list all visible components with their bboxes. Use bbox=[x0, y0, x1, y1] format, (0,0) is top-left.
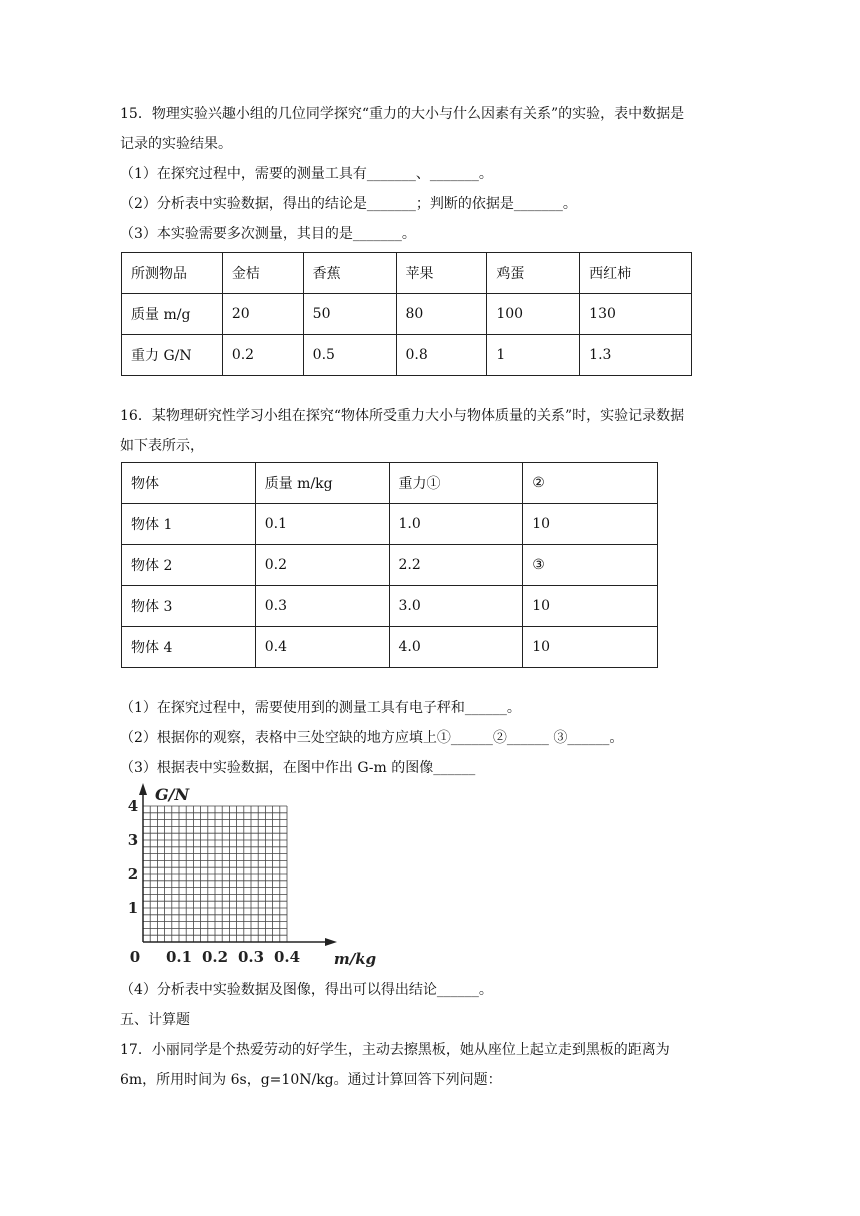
table-cell: 苹果 bbox=[396, 253, 487, 294]
q15-sub3: （3）本实验需要多次测量，其目的是_______。 bbox=[120, 226, 416, 242]
table-cell: 物体 bbox=[122, 463, 256, 504]
q16-table bbox=[121, 462, 658, 668]
q16-sub3: （3）根据表中实验数据，在图中作出 G-m 的图像______ bbox=[120, 760, 476, 776]
q17-line2: 6m，所用时间为 6s，g=10N/kg。通过计算回答下列问题： bbox=[120, 1072, 502, 1088]
q16-table-row bbox=[122, 627, 658, 668]
q16-table-row bbox=[122, 504, 658, 545]
table-cell: 3.0 bbox=[389, 586, 523, 627]
table-cell: 0.5 bbox=[303, 335, 396, 376]
table-cell: 西红柿 bbox=[580, 253, 692, 294]
q15-sub2: （2）分析表中实验数据，得出的结论是_______；判断的依据是_______。 bbox=[120, 196, 577, 212]
table-cell: 0.4 bbox=[255, 627, 389, 668]
table-cell: 10 bbox=[523, 627, 658, 668]
table-cell: 物体 3 bbox=[122, 586, 256, 627]
q16-stem-line2: 如下表所示， bbox=[120, 438, 204, 454]
y-axis-label: G/N bbox=[155, 785, 190, 804]
table-cell: 鸡蛋 bbox=[487, 253, 580, 294]
q16-sub4: （4）分析表中实验数据及图像，得出可以得出结论______。 bbox=[120, 982, 493, 998]
table-cell: 0.8 bbox=[396, 335, 487, 376]
q16-stem-line1: 16．某物理研究性学习小组在探究“物体所受重力大小与物体质量的关系”时，实验记录数据 bbox=[120, 408, 685, 424]
x-tick-label: 0.4 bbox=[273, 948, 301, 966]
table-cell: 80 bbox=[396, 294, 487, 335]
q16-sub1: （1）在探究过程中，需要使用到的测量工具有电子秤和______。 bbox=[120, 700, 521, 716]
table-cell: 0.2 bbox=[255, 545, 389, 586]
table-cell: 10 bbox=[523, 504, 658, 545]
section5-title: 五、计算题 bbox=[120, 1012, 190, 1028]
q15-stem-line1: 15．物理实验兴趣小组的几位同学探究“重力的大小与什么因素有关系”的实验，表中数据是 bbox=[120, 106, 685, 122]
y-tick-label: 1 bbox=[127, 899, 139, 917]
table-cell: 10 bbox=[523, 586, 658, 627]
table-cell: ② bbox=[523, 463, 658, 504]
y-tick-label: 4 bbox=[127, 797, 139, 815]
table-cell: 130 bbox=[580, 294, 692, 335]
table-cell: 香蕉 bbox=[303, 253, 396, 294]
q15-table bbox=[121, 252, 692, 376]
q16-sub2: （2）根据你的观察，表格中三处空缺的地方应填上①______②______ ③______。 bbox=[120, 730, 624, 746]
table-cell: ③ bbox=[523, 545, 658, 586]
table-cell: 重力① bbox=[389, 463, 523, 504]
x-axis-arrow bbox=[325, 938, 337, 946]
q16-table-row bbox=[122, 545, 658, 586]
q16-table-row bbox=[122, 463, 658, 504]
table-cell: 50 bbox=[303, 294, 396, 335]
table-cell: 0.2 bbox=[222, 335, 303, 376]
table-cell: 物体 2 bbox=[122, 545, 256, 586]
x-tick-label: 0.1 bbox=[165, 948, 193, 966]
table-cell: 1 bbox=[487, 335, 580, 376]
table-cell: 0.1 bbox=[255, 504, 389, 545]
x-axis-label: m/kg bbox=[333, 950, 377, 968]
table-cell: 所测物品 bbox=[122, 253, 223, 294]
g-m-graph bbox=[118, 782, 377, 974]
table-cell: 2.2 bbox=[389, 545, 523, 586]
q15-sub1: （1）在探究过程中，需要的测量工具有_______、_______。 bbox=[120, 166, 493, 182]
table-cell: 1.0 bbox=[389, 504, 523, 545]
table-cell: 100 bbox=[487, 294, 580, 335]
q15-stem-line2: 记录的实验结果。 bbox=[120, 136, 232, 152]
table-cell: 质量 m/g bbox=[122, 294, 223, 335]
y-axis-arrow bbox=[139, 783, 147, 795]
table-cell: 1.3 bbox=[580, 335, 692, 376]
table-cell: 20 bbox=[222, 294, 303, 335]
q15-table-row bbox=[122, 253, 692, 294]
table-cell: 4.0 bbox=[389, 627, 523, 668]
table-cell: 0.3 bbox=[255, 586, 389, 627]
q15-table-row bbox=[122, 294, 692, 335]
y-tick-label: 2 bbox=[127, 865, 139, 883]
table-cell: 物体 4 bbox=[122, 627, 256, 668]
x-tick-label: 0 bbox=[129, 948, 141, 966]
x-tick-label: 0.2 bbox=[201, 948, 229, 966]
table-cell: 金桔 bbox=[222, 253, 303, 294]
q16-table-row bbox=[122, 586, 658, 627]
y-tick-label: 3 bbox=[127, 831, 139, 849]
table-cell: 重力 G/N bbox=[122, 335, 223, 376]
q17-line1: 17．小丽同学是个热爱劳动的好学生，主动去擦黑板，她从座位上起立走到黑板的距离为 bbox=[120, 1042, 670, 1058]
table-cell: 物体 1 bbox=[122, 504, 256, 545]
q15-table-row bbox=[122, 335, 692, 376]
table-cell: 质量 m/kg bbox=[255, 463, 389, 504]
x-tick-label: 0.3 bbox=[237, 948, 265, 966]
